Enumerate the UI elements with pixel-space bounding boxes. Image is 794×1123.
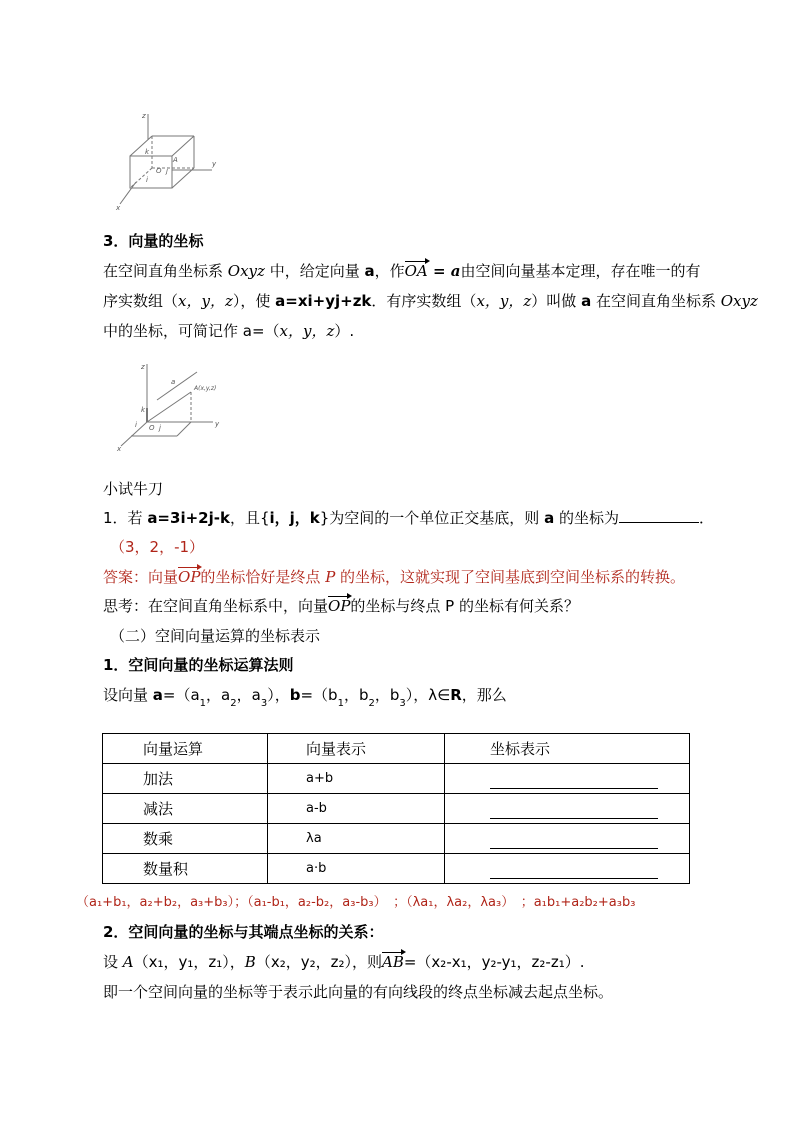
table-cell-op: 数乘: [103, 824, 268, 854]
text-run: ），使: [232, 292, 276, 310]
table-cell-expr: λa: [268, 824, 445, 854]
text-run: 在空间直角坐标系: [103, 262, 228, 280]
table-cell-op: 数量积: [103, 854, 268, 884]
table-cell-blank: [445, 764, 690, 794]
text-run: 设向量: [103, 686, 153, 704]
text-run: ），λ∈: [405, 686, 451, 704]
i-label: i: [135, 421, 137, 429]
vector-b: b: [289, 686, 301, 704]
part2-heading: （二）空间向量运算的坐标表示: [110, 627, 321, 645]
fill-blank: [490, 864, 658, 879]
xyz-text: x，y，z: [178, 292, 233, 310]
oxyz-text: Oxyz: [227, 262, 265, 280]
a-label: a: [171, 378, 176, 386]
table-cell-blank: [445, 794, 690, 824]
text-run: 的坐标恰好是终点: [200, 568, 326, 586]
origin-label: O: [156, 167, 162, 175]
j-label: j: [159, 424, 161, 432]
table-answers-line: （a₁+b₁，a₂+b₂，a₃+b₃）；（a₁-b₁，a₂-b₂，a₃-b₃） ；（λa₁，λa₂，λa₃） ；a₁b₁+a₂b₂+a₃b₃: [76, 895, 636, 910]
point-b: B: [244, 953, 256, 971]
fill-blank: [490, 774, 658, 789]
table-cell-expr: a·b: [268, 854, 445, 884]
z-axis-label: z: [141, 363, 145, 371]
real-set: R: [450, 686, 462, 704]
vector-coordinate-figure: [115, 360, 230, 452]
table-header-row: [103, 734, 690, 764]
practice-title: 小试牛刀: [103, 480, 164, 498]
part2-subheading-2: 2．空间向量的坐标与其端点坐标的关系：: [103, 923, 384, 941]
text-run: （x₁，y₁，z₁），: [133, 953, 245, 971]
formula-text: a=3i+2j-k: [147, 509, 230, 527]
section3-para-line3: [103, 320, 354, 342]
y-axis-label: y: [212, 160, 217, 168]
text-run: }为空间的一个单位正交基底，则: [319, 509, 545, 527]
point-a: A: [122, 953, 134, 971]
text-run: ，那么: [461, 686, 507, 704]
text-run: （x₂，y₂，z₂），则: [255, 953, 382, 971]
text-run: ），: [267, 686, 290, 704]
section3-para-line1: [103, 260, 701, 282]
think-question: [103, 595, 579, 617]
conclusion-text: 即一个空间向量的坐标等于表示此向量的有向线段的终点坐标减去起点坐标。: [103, 983, 614, 1001]
text-run: ．有序实数组（: [371, 292, 477, 310]
text-run: 思考：在空间直角坐标系中，向量: [103, 597, 329, 615]
y-axis-label: y: [215, 420, 220, 428]
xyz-text: x，y，z: [476, 292, 532, 310]
text-run: a=（: [242, 322, 280, 340]
fill-blank: [490, 834, 658, 849]
fill-blank: [490, 804, 658, 819]
text-run: ）.: [334, 322, 355, 340]
point-p: P: [325, 568, 336, 586]
answer-blank: [619, 508, 699, 523]
table-cell-expr: a+b: [268, 764, 445, 794]
k-label: k: [141, 406, 146, 414]
x-axis-label: x: [116, 204, 121, 212]
coordinate-operations-table: [102, 733, 690, 884]
text-run: 中的坐标，可简记作: [103, 322, 243, 340]
table-row: [103, 794, 690, 824]
text-run: 在空间直角坐标系: [591, 292, 721, 310]
table-row: [103, 824, 690, 854]
part2-subheading-1: 1．空间向量的坐标运算法则: [103, 656, 294, 674]
k-label: k: [145, 148, 150, 156]
endpoint-relation-line: [103, 951, 585, 973]
z-axis-label: z: [142, 112, 146, 120]
text-run: =（b: [300, 686, 338, 704]
equals-a: = a: [427, 262, 461, 280]
text-run: =（x₂-x₁，y₂-y₁，z₂-z₁）.: [403, 953, 585, 971]
text-run: 由空间向量基本定理，存在唯一的有: [460, 262, 701, 280]
text-run: 1．若: [103, 509, 148, 527]
vector-op: OP: [178, 568, 201, 586]
vector-a: a: [364, 262, 375, 280]
answer-explanation: [103, 566, 685, 588]
oxyz-text: Oxyz: [720, 292, 758, 310]
vector-ab: AB: [382, 953, 404, 971]
text-run: ，且{: [229, 509, 270, 527]
table-header-cell: 向量运算: [103, 734, 268, 764]
i-label: i: [146, 176, 148, 184]
vector-a: a: [544, 509, 555, 527]
text-run: ．: [698, 509, 714, 527]
text-run: 的坐标为: [554, 509, 619, 527]
text-run: ）叫做: [531, 292, 582, 310]
text-run: 答案：向量: [103, 568, 179, 586]
vector-setup-line: 设向量 $a=(a_1$，$a_2$，$a_3$），$b=(b_1$，$b_2$，$b_3$），λ∈R，那么: [103, 686, 507, 709]
text-run: ，作: [374, 262, 405, 280]
cube-axes-figure: [112, 110, 222, 212]
table-cell-op: 减法: [103, 794, 268, 824]
vector-oa: OA: [404, 262, 428, 280]
table-header-cell: 向量表示: [268, 734, 445, 764]
table-header-cell: 坐标表示: [445, 734, 690, 764]
text-run: =（a: [162, 686, 200, 704]
text-run: 序实数组（: [103, 292, 179, 310]
table-cell-op: 加法: [103, 764, 268, 794]
table-row: [103, 854, 690, 884]
vector-a: a: [581, 292, 592, 310]
table-cell-blank: [445, 824, 690, 854]
formula-text: a=xi+yj+zk: [275, 292, 372, 310]
text-run: 的坐标与终点 P 的坐标有何关系？: [350, 597, 579, 615]
vector-op: OP: [328, 597, 351, 615]
text-run: 设: [103, 953, 123, 971]
section3-heading: 3．向量的坐标: [103, 232, 204, 250]
origin-label: O: [149, 424, 155, 432]
xyz-text: x，y，z: [279, 322, 335, 340]
table-cell-blank: [445, 854, 690, 884]
point-a-label: A: [173, 156, 178, 164]
text-run: 中，给定向量: [264, 262, 365, 280]
vector-a: a: [152, 686, 163, 704]
j-label: j: [166, 167, 168, 175]
x-axis-label: x: [117, 445, 122, 452]
table-cell-expr: a-b: [268, 794, 445, 824]
answer-coordinates: （3，2，-1）: [110, 538, 205, 556]
text-run: 的坐标，这就实现了空间基底到空间坐标系的转换。: [335, 568, 686, 586]
basis-text: i，j，k: [269, 509, 320, 527]
table-row: [103, 764, 690, 794]
section3-para-line2: [103, 290, 758, 312]
practice-question-1: [103, 507, 714, 529]
point-a-label: A(x,y,z): [194, 385, 217, 392]
